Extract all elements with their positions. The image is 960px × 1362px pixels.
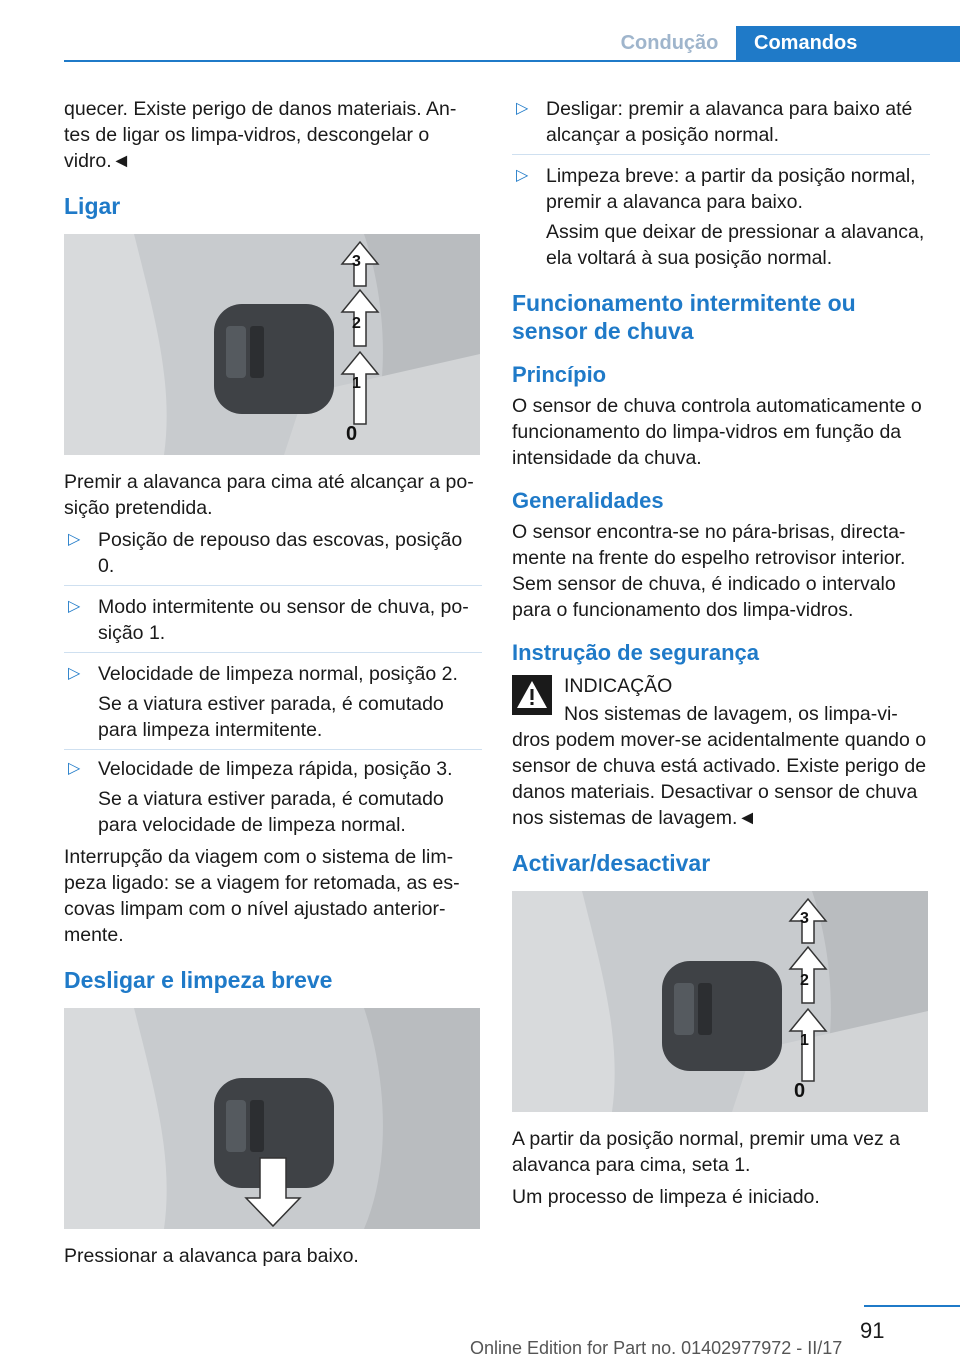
fig3-pos-0: 0: [794, 1080, 806, 1102]
interrupt-paragraph: Interrupção da viagem com o sistema de lim- peza ligado: se a viagem for retomada, as es- covas limpam com o nível ajustado anterior- mente.: [64, 846, 460, 946]
fig1-pos-0: 0: [346, 423, 358, 445]
triangle-bullet-icon: ▷: [516, 100, 529, 117]
list-item-note: Se a viatura estiver parada, é comutado para velocidade de limpeza normal.: [98, 788, 444, 836]
tab-comandos[interactable]: Comandos: [736, 26, 960, 60]
heading-funcionamento: Funcionamento intermitente ou sensor de chuva: [512, 290, 856, 344]
warning-label: INDICAÇÃO: [564, 675, 673, 697]
fig3-pos-2: 2: [800, 972, 809, 989]
triangle-bullet-icon: ▷: [68, 760, 81, 777]
fig3-pos-1: 1: [800, 1032, 809, 1049]
fig1-pos-1: 1: [352, 375, 361, 392]
footer-rule: [864, 1305, 960, 1307]
heading-activar: Activar/desactivar: [512, 850, 711, 876]
desligar-text: Pressionar a alavanca para baixo.: [64, 1245, 359, 1267]
principio-text: O sensor de chuva controla automaticamente o funcionamento do limpa-vidros em função da intensidade da chuva.: [512, 395, 922, 469]
warning-text-first: Nos sistemas de lavagem, os limpa-vi-: [564, 703, 898, 725]
heading-instrucao: Instrução de segurança: [512, 640, 759, 665]
intro-paragraph: quecer. Existe perigo de danos materiais. An- tes de ligar os limpa-vidros, descongelar o vidro.◄: [64, 98, 457, 172]
figure-lever-up: [64, 234, 480, 455]
triangle-bullet-icon: ▷: [68, 665, 81, 682]
fig1-pos-2: 2: [352, 315, 361, 332]
generalidades-text: O sensor encontra-se no pára-brisas, directa- mente na frente do espelho retrovisor interior. Sem sensor de chuva, é indicado o intervalo para o funcionamento dos limpa-vidros.: [512, 521, 906, 621]
list-item-note: Assim que deixar de pressionar a alavanca, ela voltará à sua posição normal.: [546, 221, 925, 269]
processo-text: Um processo de limpeza é iniciado.: [512, 1186, 820, 1208]
warning-block: [512, 673, 930, 831]
figure-lever-activate: [512, 891, 928, 1112]
list-item: ▷ Limpeza breve: a partir da posição normal, premir a alavanca para baixo.: [516, 165, 916, 213]
list-item: ▷ Modo intermitente ou sensor de chuva, po- sição 1.: [64, 594, 482, 653]
activar-text: A partir da posição normal, premir uma vez a alavanca para cima, seta 1.: [512, 1128, 901, 1176]
tab-conducao[interactable]: Condução: [620, 32, 719, 54]
ligar-text: Premir a alavanca para cima até alcançar a po- sição pretendida.: [64, 471, 474, 519]
heading-generalidades: Generalidades: [512, 488, 664, 513]
left-column: [64, 96, 482, 1275]
list-item-note: Se a viatura estiver parada, é comutado para limpeza intermitente.: [64, 691, 482, 750]
figure-lever-down: [64, 1008, 480, 1229]
list-item: ▷ Velocidade de limpeza normal, posição 2.: [68, 663, 458, 685]
list-item: ▷ Posição de repouso das escovas, posição 0.: [64, 527, 482, 586]
fig1-pos-3: 3: [352, 253, 361, 270]
warning-icon: [512, 675, 552, 715]
edition-text: Online Edition for Part no. 01402977972 - II/17: [470, 1338, 843, 1358]
list-item: ▷ Velocidade de limpeza rápida, posição 3.: [68, 758, 453, 780]
fig3-pos-3: 3: [800, 910, 809, 927]
triangle-bullet-icon: ▷: [516, 167, 529, 184]
right-column: [512, 96, 930, 1216]
heading-desligar: Desligar e limpeza breve: [64, 967, 333, 993]
header-rule: [64, 60, 960, 62]
triangle-bullet-icon: ▷: [68, 531, 81, 548]
heading-ligar: Ligar: [64, 193, 121, 219]
list-item: ▷ Desligar: premir a alavanca para baixo até alcançar a posição normal.: [512, 96, 930, 155]
triangle-bullet-icon: ▷: [68, 598, 81, 615]
warning-text: dros podem mover-se acidentalmente quando o sensor de chuva está activado. Existe perigo de danos materiais. Desactivar o sensor de chuva nos sistemas de lavagem.◄: [512, 729, 927, 829]
header-bar: [0, 0, 960, 64]
heading-principio: Princípio: [512, 362, 607, 387]
page-number: 91: [860, 1318, 885, 1343]
